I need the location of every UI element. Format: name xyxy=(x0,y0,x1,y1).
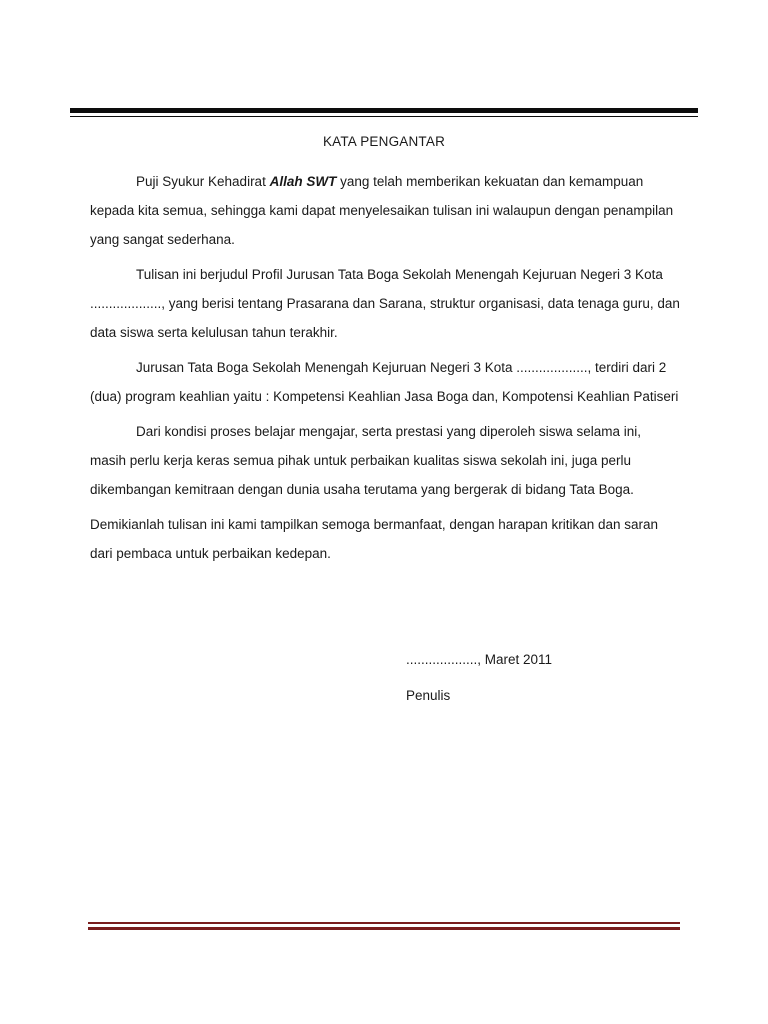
paragraph-2: Tulisan ini berjudul Profil Jurusan Tata Boga Sekolah Menengah Kejuruan Negeri 3 Kota ..................., yang berisi tentang Prasarana dan Sarana, struktur organisasi, data tenaga guru, dan data siswa serta kelulusan tahun terakhir. xyxy=(90,267,680,340)
paragraph-1-emphasis: Allah SWT xyxy=(269,174,337,189)
footer-rule xyxy=(88,922,680,930)
signature-place-date: ..................., Maret 2011 xyxy=(406,652,553,667)
signature-author: Penulis xyxy=(406,688,451,703)
document-title: KATA PENGANTAR xyxy=(322,134,446,149)
paragraph-1-after: yang telah memberikan kekuatan dan kemampuan kepada kita semua, sehingga kami dapat menyelesaikan tulisan ini walaupun dengan penampilan yang sangat sederhana. xyxy=(90,174,674,247)
paragraph-5: Demikianlah tulisan ini kami tampilkan semoga bermanfaat, dengan harapan kritikan dan saran dari pembaca untuk perbaikan kedepan. xyxy=(90,517,659,561)
paragraph-1-before: Puji Syukur Kehadirat xyxy=(136,174,270,189)
header-rule xyxy=(70,108,698,117)
paragraph-4: Dari kondisi proses belajar mengajar, serta prestasi yang diperoleh siswa selama ini, masih perlu kerja keras semua pihak untuk perbaikan kualitas siswa sekolah ini, juga perlu dikembangan kemitraan dengan dunia usaha terutama yang bergerak di bidang Tata Boga. xyxy=(90,424,641,497)
signature-block xyxy=(406,642,552,714)
paragraph-1 xyxy=(90,167,680,254)
document-body xyxy=(90,167,680,568)
paragraph-3: Jurusan Tata Boga Sekolah Menengah Kejuruan Negeri 3 Kota ..................., terdiri dari 2 (dua) program keahlian yaitu : Kompetensi Keahlian Jasa Boga dan, Kompotensi Keahlian Patiseri xyxy=(90,360,679,404)
